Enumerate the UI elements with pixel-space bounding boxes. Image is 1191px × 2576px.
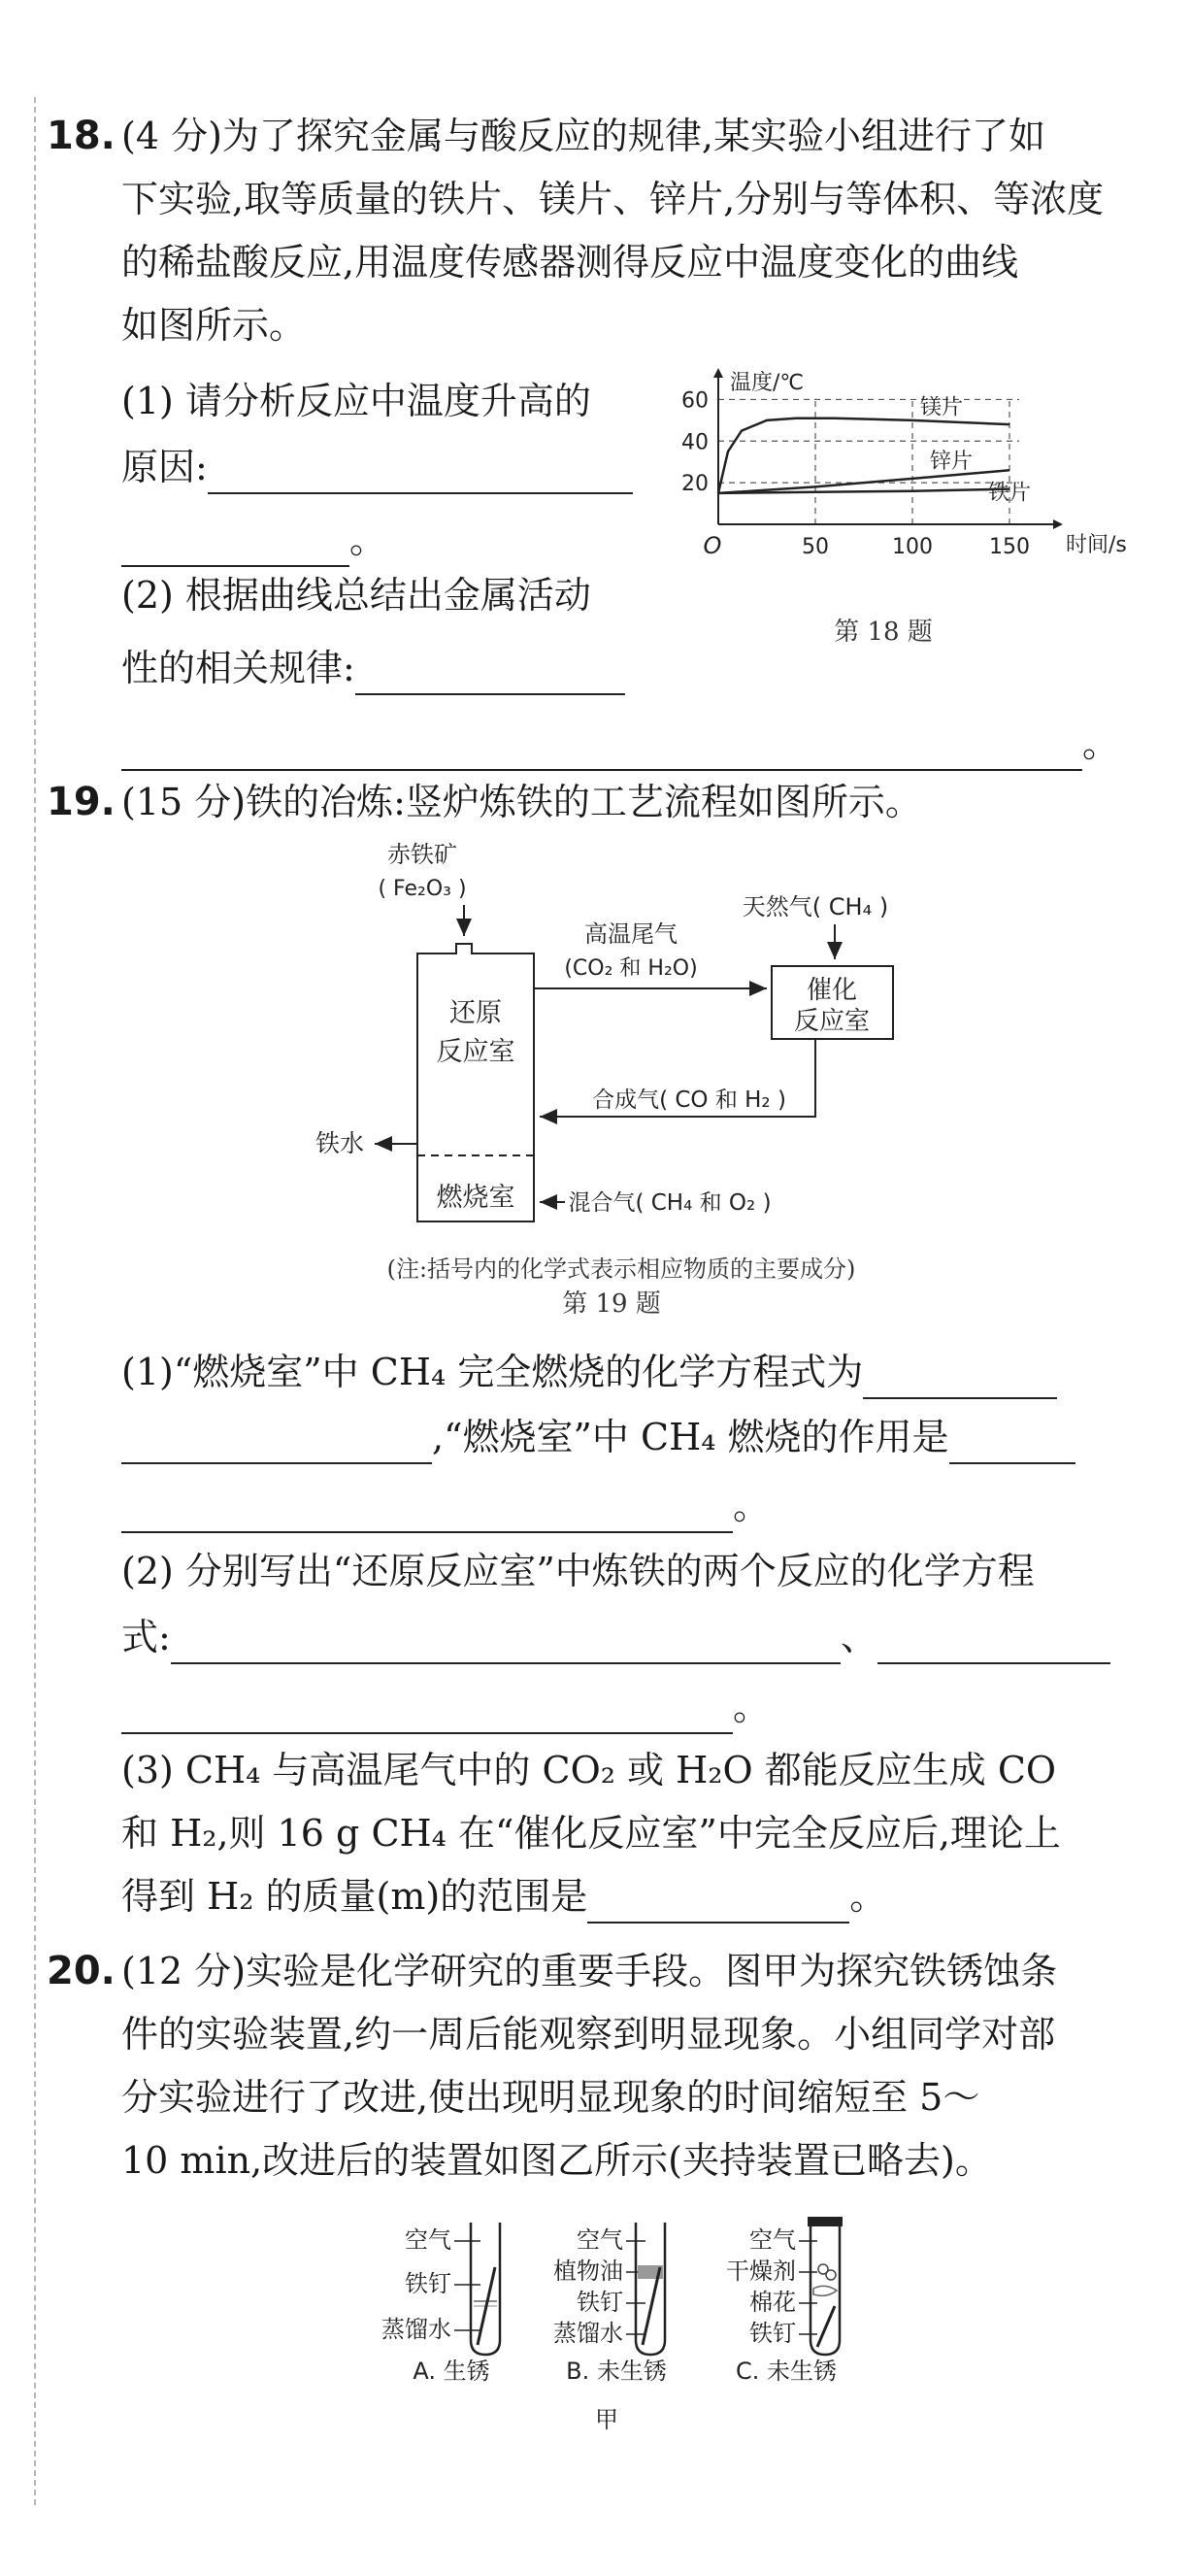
syngas-label: 合成气( CO 和 H₂ )	[592, 1087, 786, 1113]
combustion-room-label: 燃烧室	[436, 1183, 515, 1213]
tube-b-label-water: 蒸馏水	[553, 2320, 623, 2347]
tube-c	[726, 2217, 843, 2385]
q19-p2-period: 。	[733, 1686, 771, 1728]
q19-p3-line-3	[121, 1869, 1116, 1924]
q19-p3-answer-blank[interactable]	[587, 1883, 849, 1924]
tube-c-label-desiccant: 干燥剂	[726, 2258, 796, 2285]
y-axis-arrow-icon	[713, 368, 723, 378]
iron-label: 铁水	[314, 1129, 365, 1157]
q20-number: 20.	[47, 1949, 116, 1993]
diagram-note: (注:括号内的化学式表示相应物质的主要成分)	[386, 1255, 856, 1283]
y-tick-label: 20	[681, 472, 709, 497]
y-tick-label: 60	[681, 388, 709, 414]
q19-p1-answer-blank-4[interactable]	[121, 1492, 733, 1533]
q18-p1-label: 原因:	[121, 446, 208, 488]
tube-b-caption: B. 未生锈	[566, 2358, 667, 2385]
q19-p1-period: 。	[733, 1485, 771, 1527]
reduction-room-label-2: 反应室	[436, 1037, 515, 1067]
q19-p3-line-2: 和 H₂,则 16 g CH₄ 在“催化反应室”中完全反应后,理论上	[121, 1812, 1061, 1855]
q19-number: 19.	[47, 780, 116, 824]
q19-p3-line-1: (3) CH₄ 与高温尾气中的 CO₂ 或 H₂O 都能反应生成 CO	[121, 1749, 1057, 1791]
series-label-2: 锌片	[929, 450, 974, 475]
q19-p1-answer-blank-3[interactable]	[949, 1423, 1075, 1464]
q18-p2-answer-blank-2[interactable]	[121, 730, 1082, 771]
exhaust-formula: (CO₂ 和 H₂O)	[564, 956, 698, 981]
chart-caption: 第 18 题	[834, 618, 933, 647]
q19-p2-label: 式:	[121, 1616, 171, 1658]
q18-p1-line-3	[121, 513, 665, 567]
tube-c-stopper	[808, 2217, 843, 2226]
y-axis-label: 温度/℃	[730, 371, 805, 395]
mixed-gas-label: 混合气( CH₄ 和 O₂ )	[568, 1190, 772, 1216]
tube-c-nail-icon	[817, 2306, 835, 2347]
q19-p2-line-3	[121, 1680, 1116, 1734]
tube-a-label-air: 空气	[405, 2226, 451, 2254]
tube-a-label-nail: 铁钉	[405, 2270, 451, 2297]
q18-p2-line-1: (2) 根据曲线总结出金属活动	[121, 574, 591, 617]
x-tick-label: 100	[892, 535, 933, 559]
catalytic-label-2: 反应室	[793, 1007, 871, 1036]
natural-gas-label: 天然气( CH₄ )	[742, 893, 889, 920]
q19-p3-text: 得到 H₂ 的质量(m)的范围是	[121, 1875, 588, 1918]
reduction-room-label-1: 还原	[449, 998, 502, 1028]
tube-b-label-oil: 植物油	[553, 2258, 623, 2285]
ore-label: 赤铁矿	[387, 841, 457, 868]
q18-p1-line-2	[121, 440, 665, 494]
q18-p2-label: 性的相关规律:	[121, 647, 355, 689]
origin-label: O	[703, 532, 722, 559]
q18-line-2: 下实验,取等质量的铁片、镁片、锌片,分别与等体积、等浓度	[121, 178, 1105, 220]
q19-p3-period: 。	[849, 1875, 887, 1918]
tube-c-caption: C. 未生锈	[735, 2358, 838, 2385]
furnace-shaft	[417, 944, 534, 1221]
q19-p1-text: (1)“燃烧室”中 CH₄ 完全燃烧的化学方程式为	[121, 1351, 864, 1393]
x-tick-label: 150	[989, 535, 1030, 559]
q20-line-2: 件的实验装置,约一周后能观察到明显现象。小组同学对部	[121, 2013, 1056, 2056]
tube-b-label-nail: 铁钉	[577, 2289, 623, 2316]
tube-c-label-nail: 铁钉	[749, 2320, 796, 2347]
q18-p2-period: 。	[1082, 722, 1120, 765]
tube-a	[381, 2223, 500, 2385]
ore-formula: ( Fe₂O₃ )	[378, 877, 467, 901]
q20-line-4: 10 min,改进后的装置如图乙所示(夹持装置已略去)。	[121, 2139, 992, 2182]
q18-number: 18.	[47, 114, 116, 158]
q18-p2-answer-blank[interactable]	[355, 654, 625, 695]
diagram-caption: 第 19 题	[562, 1289, 661, 1319]
q18-line-1: (4 分)为了探究金属与酸反应的规律,某实验小组进行了如	[121, 115, 1045, 157]
tube-a-label-water: 蒸馏水	[381, 2316, 451, 2343]
exhaust-label: 高温尾气	[584, 920, 678, 948]
q19-p1-line-2	[121, 1410, 1116, 1464]
q18-p2-line-3	[121, 717, 1120, 771]
x-axis-label: 时间/s	[1066, 533, 1127, 557]
q20-line-1: (12 分)实验是化学研究的重要手段。图甲为探究铁锈蚀条	[121, 1950, 1058, 1992]
q19-p1-answer-blank-2[interactable]	[121, 1423, 432, 1464]
q19-p1-text-2: ,“燃烧室”中 CH₄ 燃烧的作用是	[432, 1416, 949, 1458]
q18-p1-period: 。	[349, 519, 387, 561]
q19-p2-line-2	[121, 1610, 1116, 1664]
q19-p2-answer-blank[interactable]	[171, 1623, 841, 1664]
q18-p1-line-1: (1) 请分析反应中温度升高的	[121, 380, 591, 422]
cotton-icon	[813, 2286, 837, 2295]
q19-p2-separator: 、	[840, 1616, 877, 1658]
x-tick-label: 50	[802, 535, 829, 559]
tube-b-label-air: 空气	[577, 2226, 623, 2254]
q20-line-3: 分实验进行了改进,使出现明显现象的时间缩短至 5～	[121, 2076, 980, 2119]
series-label-1: 镁片	[919, 395, 964, 420]
blast-furnace-diagram	[311, 835, 932, 1243]
figure-caption: 甲	[595, 2406, 618, 2433]
q18-p1-answer-blank-2[interactable]	[121, 526, 349, 567]
tube-c-label-cotton: 棉花	[749, 2289, 796, 2316]
temperature-time-chart	[660, 364, 1127, 568]
tube-b	[553, 2223, 667, 2385]
q19-p2-line-1: (2) 分别写出“还原反应室”中炼铁的两个反应的化学方程	[121, 1550, 1035, 1592]
y-tick-label: 40	[681, 430, 709, 455]
q19-p1-answer-blank[interactable]	[863, 1358, 1057, 1399]
q19-p1-line-3	[121, 1479, 1116, 1533]
q19-p1-line-1	[121, 1345, 1116, 1399]
series-label-3: 铁片	[987, 481, 1032, 506]
q18-p1-answer-blank[interactable]	[208, 453, 633, 494]
tube-a-caption: A. 生锈	[413, 2358, 490, 2385]
q18-p2-line-2	[121, 641, 665, 695]
x-axis-arrow-icon	[1053, 519, 1063, 529]
q19-title: (15 分)铁的冶炼:竖炉炼铁的工艺流程如图所示。	[121, 781, 922, 823]
margin-dashed-line	[34, 97, 36, 2505]
q18-line-3: 的稀盐酸反应,用温度传感器测得反应中温度变化的曲线	[121, 241, 1019, 284]
tube-c-label-air: 空气	[749, 2226, 796, 2254]
q19-p2-answer-blank-2[interactable]	[877, 1623, 1110, 1664]
q19-p2-answer-blank-3[interactable]	[121, 1693, 733, 1734]
rust-experiment-figure	[369, 2209, 874, 2442]
q18-line-4: 如图所示。	[121, 304, 307, 347]
catalytic-label-1: 催化	[806, 976, 858, 1005]
